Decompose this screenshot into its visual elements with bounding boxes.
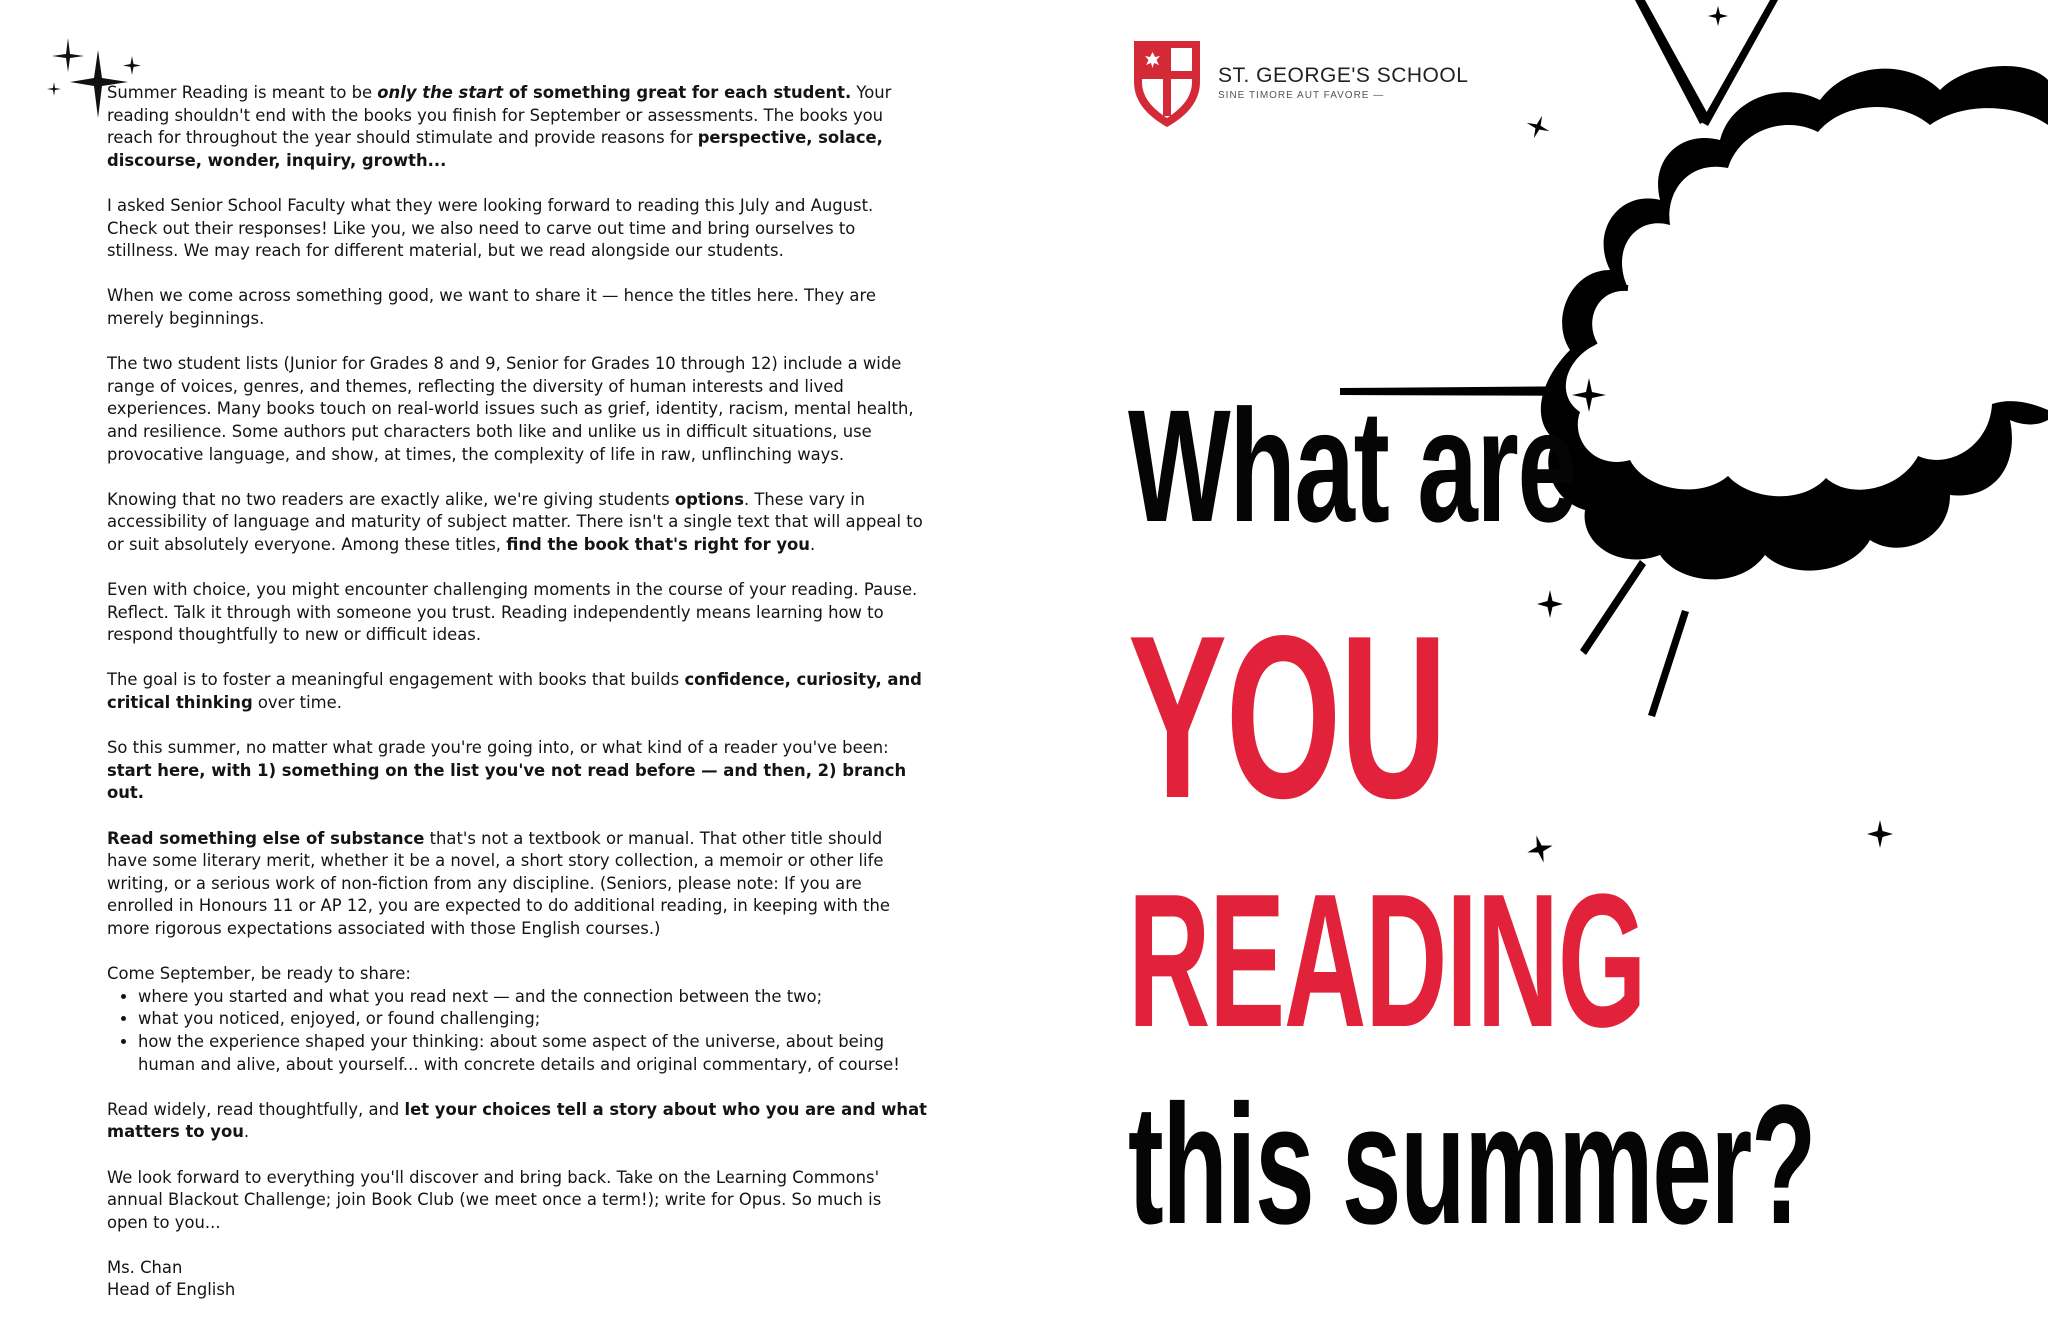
school-motto: SINE TIMORE AUT FAVORE — — [1218, 90, 1385, 101]
share-list — [107, 986, 927, 1076]
paragraph-read-widely: Read widely, read thoughtfully, and let your choices tell a story about who you are and what matters to you. — [107, 1099, 927, 1142]
paragraph-this-summer: So this summer, no matter what grade you're going into, or what kind of a reader you've been: start here, with 1) something on the list you've not read before — and then, 2) branch out. — [107, 738, 907, 803]
paragraph-options: Knowing that no two readers are exactly alike, we're giving students options. These vary in accessibility of language and maturity of subject matter. There isn't a single text that will appeal to or suit absolutely everyone. Among these titles, find the book that's right for you. — [107, 489, 923, 554]
list-item: • how the experience shaped your thinking: about some aspect of the universe, about being human and alive, about yourself... with concrete details and original commentary, of course! — [138, 1031, 927, 1076]
paragraph-faculty: I asked Senior School Faculty what they were looking forward to reading this July and August. Check out their responses! Like you, we also need to carve out time and bring ourselves to stillness. We may reach for different material, but we read alongside our students. — [107, 195, 874, 261]
paragraph-titles: When we come across something good, we want to share it — hence the titles here. They are merely beginnings. — [107, 286, 876, 328]
signature — [107, 1257, 927, 1302]
headline-line-3: READING — [1128, 855, 1646, 1067]
paragraph-student-lists: The two student lists (Junior for Grades 8 and 9, Senior for Grades 10 through 12) include a wide range of voices, genres, and themes, reflecting the diversity of human interests and lived experiences. Many books touch on real-world issues such as grief, identity, racism, mental health, and resilience. Some authors put characters both like and unlike us in difficult situations, use provocative language, and show, at times, the complexity of life in raw, unflinching ways. — [107, 354, 914, 464]
school-crest-icon — [1131, 38, 1203, 130]
headline-line-2: YOU — [1128, 588, 1446, 847]
list-item: • what you noticed, enjoyed, or found challenging; — [138, 1008, 927, 1031]
paragraph-goal: The goal is to foster a meaningful engagement with books that builds confidence, curiosity, and critical thinking over time. — [107, 670, 922, 713]
paragraph-september: Come September, be ready to share: — [107, 964, 411, 984]
list-item: • where you started and what you read next — and the connection between the two; — [138, 986, 927, 1009]
signature-name: Ms. Chan — [107, 1257, 183, 1277]
letter-body — [107, 82, 927, 1302]
paragraph-intro: Summer Reading is meant to be only the start of something great for each student. Your reading shouldn't end with the books you finish for September or assessments. The books you reach for throughout the year should stimulate and provide reasons for perspective, solace, discourse, wonder, inquiry, growth... — [107, 83, 892, 170]
paragraph-challenging: Even with choice, you might encounter challenging moments in the course of your reading. Pause. Reflect. Talk it through with someone you trust. Reading independently means learning how to respond thoughtfully to new or difficult ideas. — [107, 580, 918, 645]
paragraph-look-forward: We look forward to everything you'll discover and bring back. Take on the Learning Commons' annual Blackout Challenge; join Book Club (we meet once a term!); write for Opus. So much is open to you... — [107, 1167, 882, 1232]
headline-line-1: What are — [1128, 376, 1577, 555]
school-name: ST. GEORGE'S SCHOOL — [1218, 64, 1469, 87]
paragraph-substance: Read something else of substance that's not a textbook or manual. That other title should have some literary merit, whether it be a novel, a short story collection, a memoir or other life writing, or a serious work of non-fiction from any discipline. (Seniors, please note: If you are enrolled in Honours 11 or AP 12, you are expected to do additional reading, in keeping with the more rigorous expectations associated with those English courses.) — [107, 828, 890, 938]
headline-line-4: this summer? — [1128, 1070, 1816, 1260]
signature-title: Head of English — [107, 1280, 236, 1300]
